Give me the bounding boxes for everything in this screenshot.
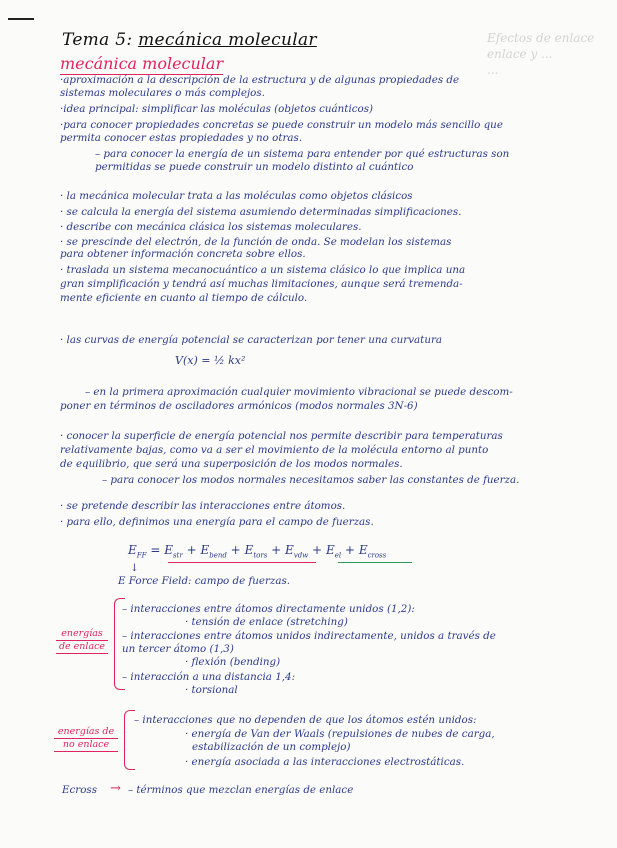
note-line: mente eficiente en cuanto al tiempo de cálculo.: [60, 292, 308, 304]
bonded-terms-underline: [168, 562, 316, 563]
note-line: gran simplificación y tendrá así muchas limitaciones, aunque será tremenda-: [60, 278, 463, 290]
note-line: – para conocer los modos normales necesitamos saber las constantes de fuerza.: [102, 474, 520, 486]
note-line: · describe con mecánica clásica los sistemas moleculares.: [60, 221, 362, 233]
label-bonded-energies: energías de enlace: [56, 628, 108, 654]
down-arrow-icon: ↓: [130, 562, 139, 574]
note-line: – interacciones entre átomos unidos indirectamente, unidos a través de: [122, 630, 496, 642]
note-line: – términos que mezclan energías de enlace: [128, 784, 354, 796]
note-line: · se calcula la energía del sistema asumiendo determinadas simplificaciones.: [60, 206, 462, 218]
right-arrow-icon: →: [110, 781, 121, 796]
note-line: estabilización de un complejo): [192, 741, 351, 753]
note-line: relativamente bajas, como va a ser el movimiento de la molécula entorno al punto: [60, 444, 489, 456]
potential-equation: V(x) = ½ kx²: [175, 354, 246, 367]
label-nonbonded-energies: energías de no enlace: [54, 726, 118, 752]
note-line: permitidas se puede construir un modelo distinto al cuántico: [95, 161, 414, 173]
bleed-through-text: Efectos de enlace enlace y ... ...: [487, 31, 595, 77]
note-line: ·para conocer propiedades concretas se puede construir un modelo más sencillo que: [60, 119, 503, 131]
note-line: – en la primera aproximación cualquier movimiento vibracional se puede descom-: [85, 386, 513, 398]
note-line: · traslada un sistema mecanocuántico a un sistema clásico lo que implica una: [60, 264, 466, 276]
note-line: poner en términos de osciladores armónicos (modos normales 3N-6): [60, 400, 418, 412]
note-line: · tensión de enlace (stretching): [185, 616, 348, 628]
note-line: – interacciones entre átomos directamente unidos (1,2):: [122, 603, 415, 615]
title-main: mecánica molecular: [138, 30, 317, 50]
title-prefix: Tema 5:: [62, 30, 133, 50]
note-line: · energía de Van der Waals (repulsiones de nubes de carga,: [185, 728, 495, 740]
note-line: · torsional: [185, 684, 238, 696]
force-field-equation: $E_{FF} = E_{str} + E_{bend} + E_{tors} + E_{vdw} + E_{el} + E_{cross}$: [128, 543, 387, 560]
note-line: · flexión (bending): [185, 656, 281, 668]
force-field-note: E Force Field: campo de fuerzas.: [118, 575, 291, 587]
note-line: · las curvas de energía potencial se caracterizan por tener una curvatura: [60, 334, 443, 346]
note-line: un tercer átomo (1,3): [122, 643, 234, 655]
note-line: · conocer la superficie de energía potencial nos permite describir para temperaturas: [60, 430, 503, 442]
page-title: [62, 30, 317, 50]
note-line: de equilibrio, que será una superposición de los modos normales.: [60, 458, 403, 470]
note-line: – para conocer la energía de un sistema para entender por qué estructuras son: [95, 148, 510, 160]
note-line: · energía asociada a las interacciones electrostáticas.: [185, 756, 465, 768]
note-line: · la mecánica molecular trata a las moléculas como objetos clásicos: [60, 190, 413, 202]
note-line: para obtener información concreta sobre ellos.: [60, 248, 306, 260]
note-line: ·idea principal: simplificar las moléculas (objetos cuánticos): [60, 103, 373, 115]
note-line: · se prescinde del electrón, de la función de onda. Se modelan los sistemas: [60, 236, 452, 248]
note-line: sistemas moleculares o más complejos.: [60, 87, 265, 99]
note-line: · para ello, definimos una energía para el campo de fuerzas.: [60, 516, 374, 528]
note-line: ·aproximación a la descripción de la estructura y de algunas propiedades de: [60, 74, 460, 86]
note-line: – interacciones que no dependen de que los átomos estén unidos:: [134, 714, 477, 726]
top-mark: [8, 18, 34, 20]
nonbonded-terms-underline: [338, 562, 412, 563]
note-line: · se pretende describir las interacciones entre átomos.: [60, 500, 346, 512]
cross-label: Ecross: [62, 784, 97, 796]
note-line: permita conocer estas propiedades y no otras.: [60, 132, 303, 144]
section-heading: mecánica molecular: [60, 54, 224, 73]
note-line: – interacción a una distancia 1,4:: [122, 671, 296, 683]
